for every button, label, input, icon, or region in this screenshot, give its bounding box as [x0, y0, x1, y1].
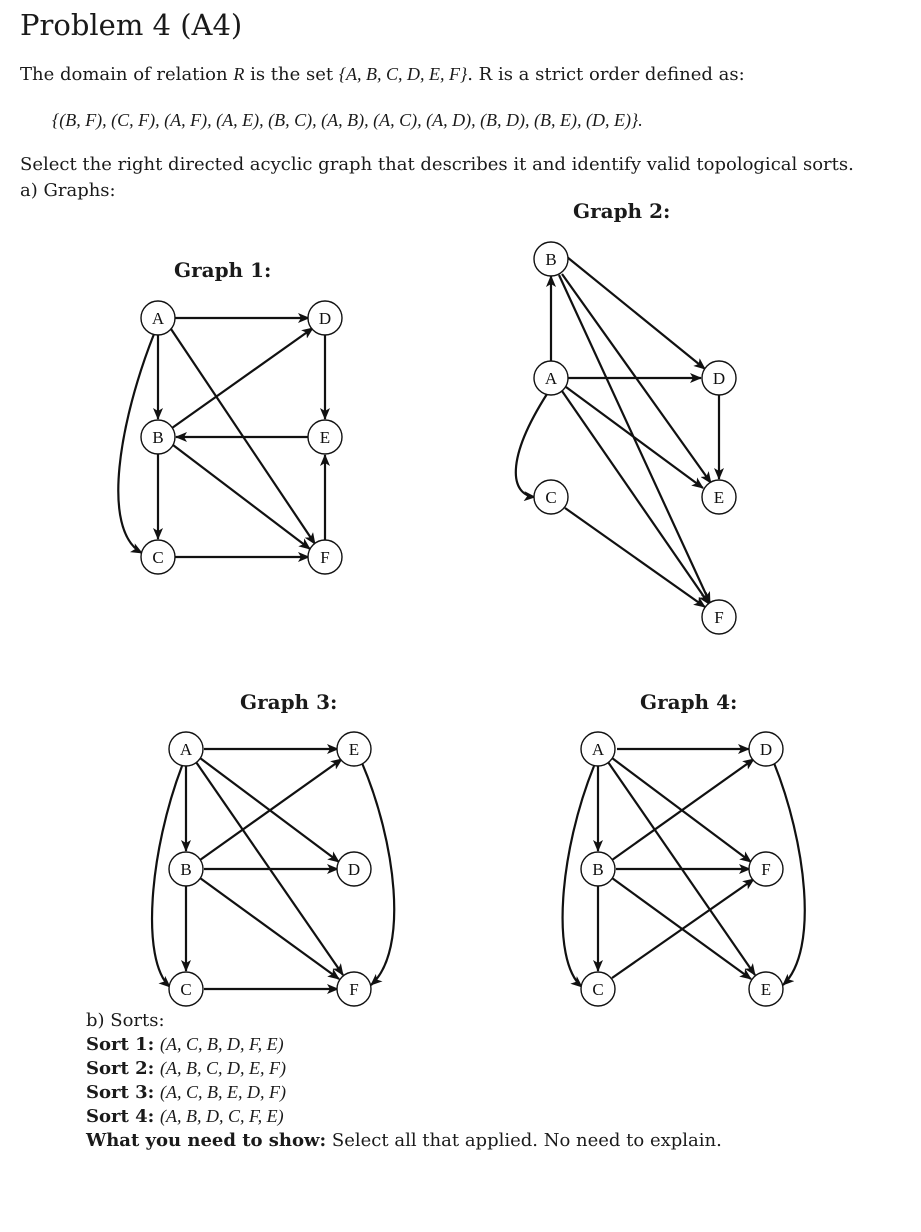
g2-edge-a-e	[566, 387, 703, 488]
g1-node-a	[141, 301, 175, 335]
g3-node-c	[169, 972, 203, 1006]
instructions-footer	[86, 1130, 722, 1151]
svg-text:B: B	[152, 428, 164, 447]
g2-node-b	[534, 242, 568, 276]
sort-label: Sort 2:	[86, 1058, 155, 1079]
svg-text:C: C	[152, 548, 164, 567]
svg-text:F: F	[761, 860, 771, 879]
sort-row-1	[86, 1034, 284, 1055]
sort-value: (A, C, B, E, D, F)	[159, 1082, 286, 1102]
g2-node-c	[534, 480, 568, 514]
g3-node-f	[337, 972, 371, 1006]
g2-node-f	[702, 600, 736, 634]
graph3-title: Graph 3:	[240, 690, 338, 714]
svg-text:D: D	[712, 369, 726, 388]
svg-text:C: C	[592, 980, 604, 999]
relation-var: R	[233, 64, 245, 84]
svg-text:E: E	[760, 980, 772, 999]
g2-edge-b-f	[559, 275, 710, 603]
svg-text:E: E	[319, 428, 331, 447]
g3-node-b	[169, 852, 203, 886]
svg-text:C: C	[545, 488, 557, 507]
g3-node-e	[337, 732, 371, 766]
sort-row-4	[86, 1106, 284, 1127]
svg-text:A: A	[151, 309, 165, 328]
intro-suffix: . R is a strict order defined as:	[467, 64, 745, 85]
svg-text:F: F	[320, 548, 330, 567]
g2-node-a	[534, 361, 568, 395]
domain-set: {A, B, C, D, E, F}	[338, 64, 468, 84]
svg-text:C: C	[180, 980, 192, 999]
sort-label: Sort 1:	[86, 1034, 155, 1055]
g4-node-a	[581, 732, 615, 766]
g1-node-b	[141, 420, 175, 454]
g1-node-c	[141, 540, 175, 574]
page-title: Problem 4 (A4)	[20, 8, 243, 42]
svg-text:D: D	[347, 860, 361, 879]
g4-node-d	[749, 732, 783, 766]
g1-node-e	[308, 420, 342, 454]
g2-edge-b-d	[567, 257, 705, 369]
sort-value: (A, B, C, D, E, F)	[159, 1058, 286, 1078]
svg-text:F: F	[714, 608, 724, 627]
g1-node-d	[308, 301, 342, 335]
intro-mid: is the set	[250, 64, 334, 85]
svg-text:D: D	[759, 740, 773, 759]
intro-prefix: The domain of relation	[20, 64, 228, 85]
g2-node-e	[702, 480, 736, 514]
svg-text:B: B	[545, 250, 557, 269]
graph4-title: Graph 4:	[640, 690, 738, 714]
g2-node-d	[702, 361, 736, 395]
relation-pairs: {(B, F), (C, F), (A, F), (A, E), (B, C), (A, B), (A, C), (A, D), (B, D), (B, E), (D, E)}.	[52, 110, 643, 130]
svg-text:E: E	[713, 488, 725, 507]
g1-edge-b-f	[173, 445, 310, 549]
sort-row-2	[86, 1058, 286, 1079]
part-a-label: a) Graphs:	[20, 180, 116, 201]
svg-text:A: A	[591, 740, 605, 759]
g2-edge-a-c	[516, 394, 547, 497]
show-text: Select all that applied. No need to explain.	[331, 1130, 722, 1151]
sort-label: Sort 4:	[86, 1106, 155, 1127]
sort-value: (A, B, D, C, F, E)	[159, 1106, 284, 1126]
show-label: What you need to show:	[86, 1130, 327, 1151]
svg-text:F: F	[349, 980, 359, 999]
g4-node-f	[749, 852, 783, 886]
svg-text:A: A	[179, 740, 193, 759]
g3-node-a	[169, 732, 203, 766]
g3-edge-b-f	[200, 878, 339, 979]
sort-row-3	[86, 1082, 286, 1103]
sort-value: (A, C, B, D, F, E)	[159, 1034, 284, 1054]
g3-node-d	[337, 852, 371, 886]
instruction: Select the right directed acyclic graph that describes it and identify valid topological sorts.	[20, 154, 854, 175]
g2-edge-a-f	[562, 391, 709, 604]
g1-node-f	[308, 540, 342, 574]
svg-text:A: A	[544, 369, 558, 388]
graph2-edges	[516, 257, 719, 607]
g1-edge-b-d	[172, 328, 313, 428]
g4-node-b	[581, 852, 615, 886]
g4-node-c	[581, 972, 615, 1006]
svg-text:D: D	[318, 309, 332, 328]
graph1-title: Graph 1:	[174, 258, 272, 282]
sort-label: Sort 3:	[86, 1082, 155, 1103]
svg-text:E: E	[348, 740, 360, 759]
part-b-label: b) Sorts:	[86, 1010, 165, 1031]
g4-node-e	[749, 972, 783, 1006]
svg-text:B: B	[180, 860, 192, 879]
graph2-title: Graph 2:	[573, 199, 671, 223]
g2-edge-c-f	[565, 508, 705, 607]
svg-text:B: B	[592, 860, 604, 879]
